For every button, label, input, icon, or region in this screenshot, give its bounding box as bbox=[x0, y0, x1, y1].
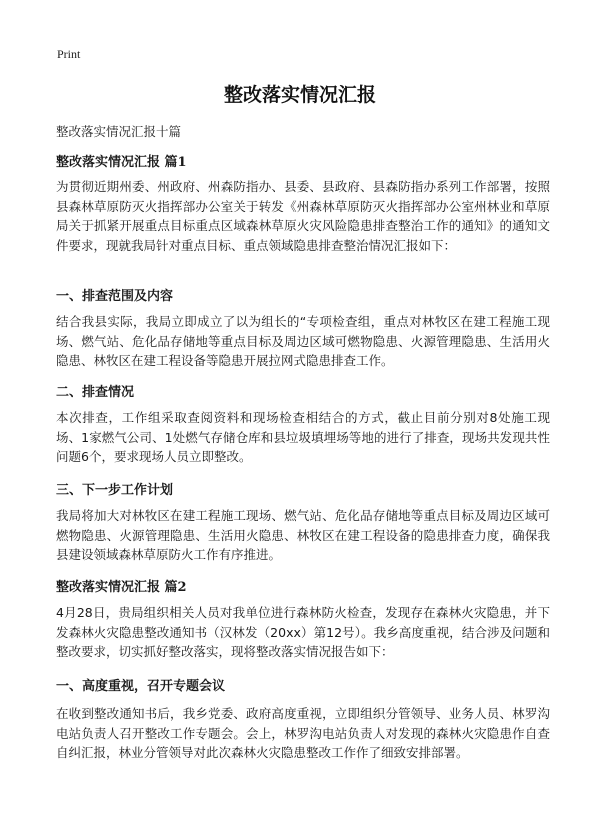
section-heading-article-1: 整改落实情况汇报 篇1 bbox=[56, 155, 187, 170]
section-heading-article-2: 整改落实情况汇报 篇2 bbox=[56, 580, 187, 595]
document-title: 整改落实情况汇报 bbox=[223, 84, 376, 106]
section-heading-inspection: 二、排查情况 bbox=[56, 385, 135, 400]
paragraph-article-2-intro: 4月28日，贵局组织相关人员对我单位进行森林防火检查，发现存在森林火灾隐患，并下发森林火灾隐患整改通知书（汉林发（20xx）第12号）。我乡高度重视，结合涉及问题和整改要求，切实抓好整改落实，现将整改落实情况报告如下： bbox=[56, 605, 550, 659]
document-subtitle: 整改落实情况汇报十篇 bbox=[56, 124, 182, 139]
paragraph-inspection: 本次排查，工作组采取查阅资料和现场检查相结合的方式，截止目前分别对8处施工现场、1家燃气公司、1处燃气存储仓库和县垃圾填埋场等地的进行了排查，现场共发现共性问题6个，要求现场人员立即整改。 bbox=[56, 410, 550, 464]
section-heading-next-steps: 三、下一步工作计划 bbox=[56, 483, 174, 498]
section-heading-meeting: 一、高度重视，召开专题会议 bbox=[56, 679, 226, 694]
section-heading-scope: 一、排查范围及内容 bbox=[56, 289, 174, 304]
print-label: Print bbox=[57, 47, 81, 61]
paragraph-intro: 为贯彻近期州委、州政府、州森防指办、县委、县政府、县森防指办系列工作部署，按照县森林草原防灭火指挥部办公室关于转发《州森林草原防灭火指挥部办公室州林业和草原局关于抓紧开展重点目标重点区域森林草原火灾风险隐患排查整治工作的通知》的通知文件要求，现就我局针对重点目标、重点领域隐患排查整治情况汇报如下： bbox=[56, 179, 550, 253]
paragraph-meeting: 在收到整改通知书后，我乡党委、政府高度重视，立即组织分管领导、业务人员、林罗沟电站负责人召开整改工作专题会。会上，林罗沟电站负责人对发现的森林火灾隐患作自查自纠汇报，林业分管领导对此次森林火灾隐患整改工作作了细致安排部署。 bbox=[56, 706, 550, 760]
paragraph-next-steps: 我局将加大对林牧区在建工程施工现场、燃气站、危化品存储地等重点目标及周边区域可燃物隐患、火源管理隐患、生活用火隐患、林牧区在建工程设备的隐患排查力度，确保我县建设领域森林草原防火工作有序推进。 bbox=[56, 508, 550, 562]
paragraph-scope: 结合我县实际，我局立即成立了以为组长的“专项检查组，重点对林牧区在建工程施工现场、燃气站、危化品存储地等重点目标及周边区域可燃物隐患、火源管理隐患、生活用火隐患、林牧区在建工程设备等隐患开展拉网式隐患排查工作。 bbox=[56, 314, 550, 368]
